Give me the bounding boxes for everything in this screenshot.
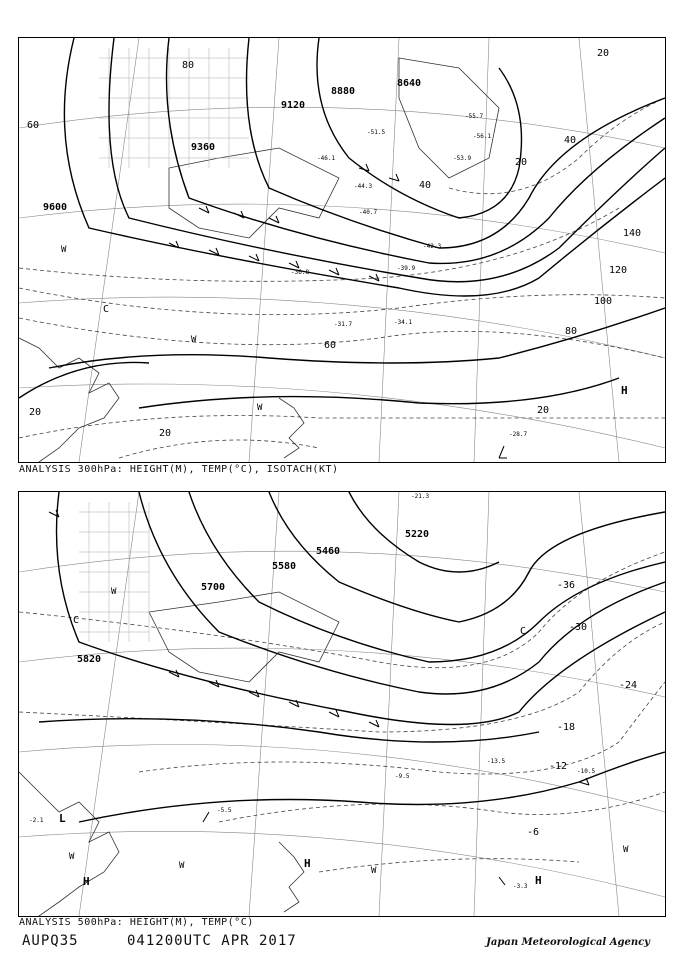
- isotach-label: 140: [623, 228, 642, 239]
- height-label: 9120: [281, 100, 306, 111]
- isotach-label: 100: [594, 296, 613, 307]
- temp-label: -34.1: [394, 319, 413, 326]
- isotach-label: 60: [27, 120, 40, 131]
- low-pressure-symbol: L: [59, 812, 66, 825]
- agency-name: Japan Meteorological Agency: [486, 937, 650, 948]
- isotach-label: 120: [609, 265, 628, 276]
- isotach-label: 20: [29, 407, 42, 418]
- warm-symbol: W: [191, 335, 197, 345]
- map-500hpa: [19, 492, 665, 916]
- temp-label: -56.1: [473, 133, 492, 140]
- cold-symbol: C: [520, 626, 527, 637]
- isotach-label: 80: [182, 60, 195, 71]
- temp-label: -36: [557, 580, 576, 591]
- height-contours: [39, 492, 665, 822]
- caption-300hpa: ANALYSIS 300hPa: HEIGHT(M), TEMP(°C), ISOTACH(KT): [19, 464, 339, 475]
- high-pressure-symbol: H: [83, 875, 90, 888]
- height-label: 8640: [397, 78, 422, 89]
- warm-symbol: W: [69, 852, 75, 862]
- warm-symbol: W: [623, 845, 629, 855]
- valid-time: 041200UTC APR 2017: [127, 933, 297, 949]
- height-label: 8880: [331, 86, 356, 97]
- isotach-label: 40: [419, 180, 432, 191]
- isotach-label: 20: [159, 428, 172, 439]
- warm-symbol: W: [179, 861, 185, 871]
- temp-label: -2.1: [29, 817, 44, 824]
- warm-symbol: W: [257, 403, 263, 413]
- temp-label: -24: [619, 680, 638, 691]
- height-label: 9360: [191, 142, 216, 153]
- temp-label: -12: [549, 761, 568, 772]
- high-pressure-symbol: H: [621, 384, 628, 397]
- height-label: 5820: [77, 654, 102, 665]
- warm-symbol: W: [61, 245, 67, 255]
- chart-300hpa: [18, 37, 666, 463]
- graticule: [19, 38, 665, 462]
- warm-symbol: W: [371, 866, 377, 876]
- temp-label: -5.5: [217, 807, 232, 814]
- height-label: 5700: [201, 582, 226, 593]
- height-label: 5580: [272, 561, 297, 572]
- high-pressure-symbol: H: [304, 857, 311, 870]
- isotach-label: 60: [324, 340, 337, 351]
- graticule: [19, 492, 665, 916]
- temp-label: -46.1: [317, 155, 336, 162]
- cold-symbol: C: [73, 615, 80, 626]
- caption-500hpa: ANALYSIS 500hPa: HEIGHT(M), TEMP(°C): [19, 917, 254, 928]
- cold-symbol: C: [103, 304, 110, 315]
- temp-label: -10.5: [577, 768, 596, 775]
- chart-500hpa: [18, 491, 666, 917]
- hatch-area: [79, 502, 149, 642]
- warm-symbol: W: [111, 587, 117, 597]
- high-pressure-symbol: H: [535, 874, 542, 887]
- height-label: 5460: [316, 546, 341, 557]
- temp-label: -28.7: [509, 431, 528, 438]
- isotach-labels: [27, 48, 641, 439]
- temp-label: -30: [569, 622, 588, 633]
- temp-label: -6: [527, 827, 540, 838]
- temp-label: -39.9: [397, 265, 416, 272]
- isotach-label: 80: [565, 326, 578, 337]
- isotach-label: 40: [564, 135, 577, 146]
- temp-label: -21.3: [411, 493, 430, 500]
- product-code: AUPQ35: [22, 933, 79, 949]
- isotach-label: 20: [537, 405, 550, 416]
- pressure-systems: [61, 245, 628, 413]
- temp-label: -13.5: [487, 758, 506, 765]
- temp-label: -36.8: [291, 269, 310, 276]
- height-label: 5220: [405, 529, 430, 540]
- temp-label: -55.7: [465, 113, 484, 120]
- temp-label: -51.5: [367, 129, 386, 136]
- temp-label: -53.9: [453, 155, 472, 162]
- temp-label: -42.3: [423, 243, 442, 250]
- temp-label: -18: [557, 722, 576, 733]
- temp-label: -40.7: [359, 209, 378, 216]
- temp-label: -44.3: [354, 183, 373, 190]
- map-300hpa: [19, 38, 665, 462]
- temp-label: -31.7: [334, 321, 353, 328]
- temp-label: -9.5: [395, 773, 410, 780]
- wind-barbs: [49, 510, 589, 885]
- temp-label: -3.3: [513, 883, 528, 890]
- isotach-label: 20: [597, 48, 610, 59]
- height-label: 9600: [43, 202, 68, 213]
- isotach-label: 20: [515, 157, 528, 168]
